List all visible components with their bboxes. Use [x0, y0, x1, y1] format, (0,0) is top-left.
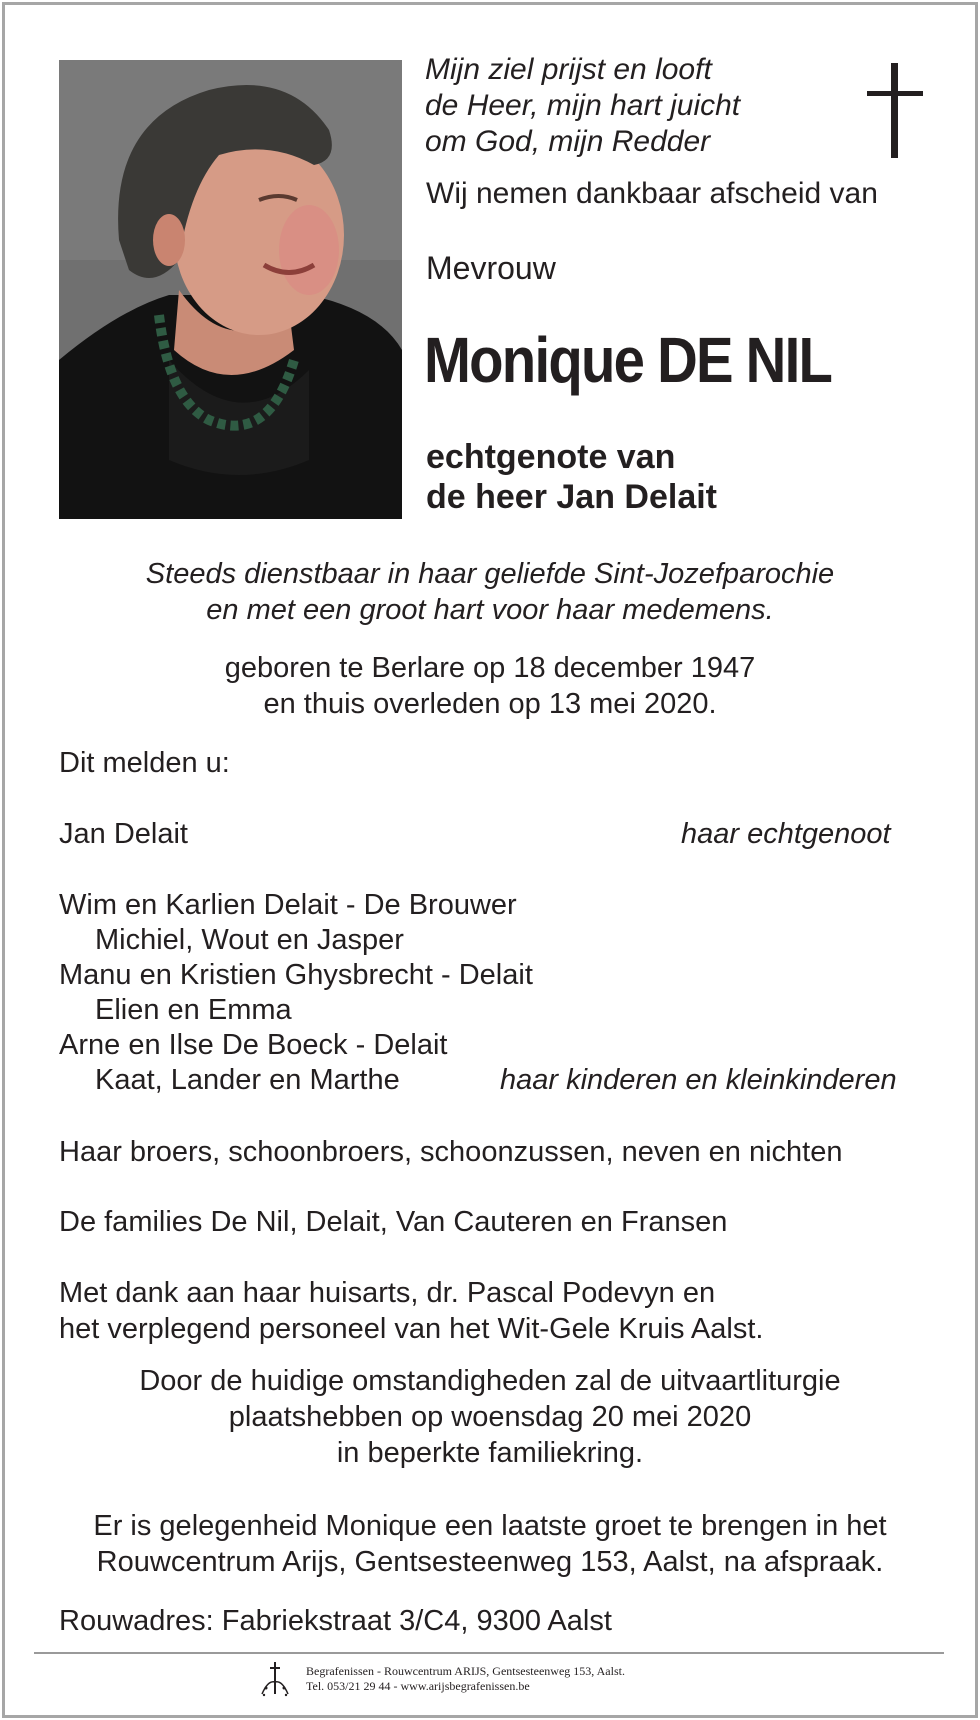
funeral-line: in beperkte familiekring. — [336, 1437, 644, 1469]
family-line: Manu en Kristien Ghysbrecht - Delait — [59, 959, 533, 991]
funeral-home-logo-icon — [258, 1660, 292, 1698]
family-line: Kaat, Lander en Marthe — [95, 1064, 400, 1096]
intro-text: Wij nemen dankbaar afscheid van — [426, 177, 878, 210]
thanks-line: het verplegend personeel van het Wit-Gele Kruis Aalst. — [59, 1313, 764, 1345]
footer-line: Begrafenissen - Rouwcentrum ARIJS, Gentsesteenweg 153, Aalst. — [306, 1664, 625, 1678]
husband-name: Jan Delait — [59, 818, 188, 850]
dates-line: en thuis overleden op 13 mei 2020. — [263, 688, 717, 720]
title-prefix: Mevrouw — [426, 250, 556, 286]
portrait-photo — [59, 60, 402, 519]
funeral-line: plaatshebben op woensdag 20 mei 2020 — [228, 1401, 752, 1433]
family-line: Arne en Ilse De Boeck - Delait — [59, 1029, 448, 1061]
footer-text — [306, 1664, 625, 1694]
deceased-name: Monique DE NIL — [424, 324, 832, 396]
cross-icon — [867, 63, 923, 158]
spouse-line: de heer Jan Delait — [426, 478, 718, 516]
quote-line: de Heer, mijn hart juicht — [425, 89, 741, 122]
children-relation: haar kinderen en kleinkinderen — [500, 1064, 897, 1096]
siblings-text: Haar broers, schoonbroers, schoonzussen, neven en nichten — [59, 1136, 843, 1168]
quote-line: om God, mijn Redder — [425, 125, 711, 158]
footer-line: Tel. 053/21 29 44 - www.arijsbegrafenissen.be — [306, 1679, 530, 1693]
dates-line: geboren te Berlare op 18 december 1947 — [224, 652, 756, 684]
bible-quote — [425, 52, 805, 160]
address-text: Rouwadres: Fabriekstraat 3/C4, 9300 Aalst — [59, 1605, 612, 1637]
family-line: Michiel, Wout en Jasper — [95, 924, 404, 956]
announce-text: Dit melden u: — [59, 747, 230, 779]
family-line: Wim en Karlien Delait - De Brouwer — [59, 889, 517, 921]
visit-line: Rouwcentrum Arijs, Gentsesteenweg 153, Aalst, na afspraak. — [96, 1546, 884, 1578]
spouse-line: echtgenote van — [426, 438, 676, 476]
funeral-line: Door de huidige omstandigheden zal de uitvaartliturgie — [139, 1365, 841, 1397]
family-line: Elien en Emma — [95, 994, 292, 1026]
tribute-line: Steeds dienstbaar in haar geliefde Sint-Jozefparochie — [145, 558, 835, 590]
tribute-line: en met een groot hart voor haar medemens. — [206, 594, 774, 626]
thanks-line: Met dank aan haar huisarts, dr. Pascal Podevyn en — [59, 1277, 716, 1309]
visit-line: Er is gelegenheid Monique een laatste groet te brengen in het — [93, 1510, 887, 1542]
footer-divider — [34, 1652, 944, 1654]
spouse-block — [426, 437, 717, 517]
quote-line: Mijn ziel prijst en looft — [425, 53, 712, 86]
husband-relation: haar echtgenoot — [681, 818, 891, 850]
families-text: De families De Nil, Delait, Van Cauteren en Fransen — [59, 1206, 728, 1238]
